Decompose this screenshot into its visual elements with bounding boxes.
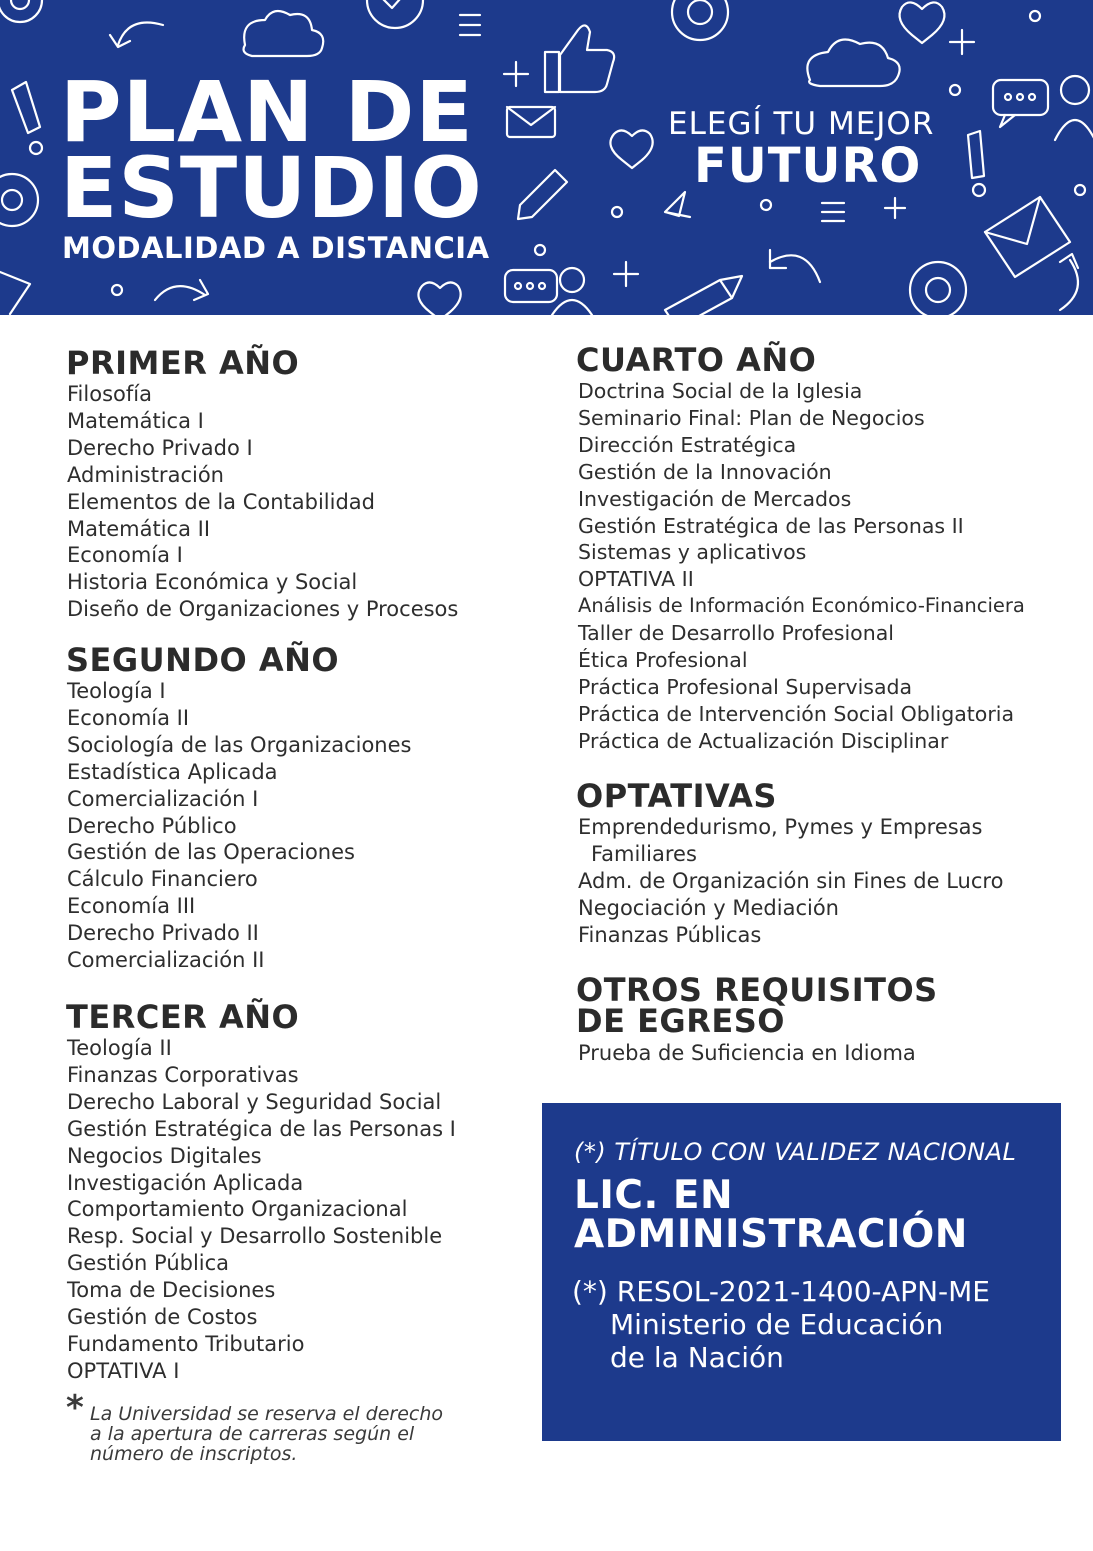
heart-icon: [610, 130, 652, 168]
subject-list: [67, 678, 411, 974]
envelope-icon: [0, 272, 30, 314]
subject-item: Gestión Estratégica de las Personas II: [578, 513, 964, 538]
header-banner: [0, 0, 1093, 315]
subject-item: Derecho Laboral y Seguridad Social: [67, 1089, 442, 1114]
subject-item: Comercialización II: [67, 948, 265, 973]
circle-icon: [112, 285, 122, 295]
subject-item: Gestión de Costos: [67, 1305, 258, 1330]
user-icon: [1055, 76, 1093, 140]
subject-item: Investigación de Mercados: [578, 486, 852, 511]
subject-item: Filosofía: [67, 382, 152, 406]
subject-item: Sociología de las Organizaciones: [67, 732, 412, 757]
subject-item: Historia Económica y Social: [67, 570, 358, 595]
page-subtitle: MODALIDAD A DISTANCIA: [62, 231, 490, 265]
pencil-icon: [665, 276, 742, 315]
section-primer-ano: [66, 346, 458, 623]
validez-label: (*) TÍTULO CON VALIDEZ NACIONAL: [574, 1138, 1017, 1166]
subject-item: OPTATIVA I: [67, 1358, 180, 1383]
plus-icon: [614, 262, 638, 286]
subject-item: Sistemas y aplicativos: [578, 540, 807, 565]
circle-icon: [1075, 185, 1085, 195]
lines-icon: [822, 203, 844, 221]
arrow-icon: [770, 250, 820, 282]
footnote-text: La Universidad se reserva el derecho a la apertura de carreras según el número de inscriptos.: [90, 1403, 444, 1465]
subject-item: Economía I: [67, 543, 183, 568]
subject-item: Finanzas Corporativas: [67, 1062, 299, 1087]
subject-item: Gestión de la Innovación: [578, 459, 832, 484]
subject-item: Matemática II: [67, 516, 211, 541]
thumbs-up-icon: [545, 25, 614, 92]
section-title-line2: DE EGRESO: [576, 1002, 785, 1040]
slogan-line2: FUTURO: [694, 138, 922, 194]
chat-bubble-icon: [993, 80, 1048, 127]
subject-item: Investigación Aplicada: [67, 1170, 304, 1195]
section-otros-requisitos: [576, 971, 938, 1067]
footnote: [66, 1388, 506, 1465]
section-title: PRIMER AÑO: [66, 344, 300, 382]
circle-check-icon: [367, 0, 423, 28]
subject-item: Elementos de la Contabilidad: [67, 489, 375, 514]
subject-item: Estadística Aplicada: [67, 759, 278, 784]
subject-item: Gestión Pública: [67, 1251, 230, 1276]
subject-item: Negocios Digitales: [67, 1143, 262, 1168]
page-title-line1: PLAN DE: [60, 63, 474, 161]
subject-list: [578, 378, 1025, 755]
page-title-line2: ESTUDIO: [60, 139, 483, 237]
arrow-icon: [155, 280, 208, 300]
plus-icon: [504, 62, 528, 86]
subject-item: Derecho Privado I: [67, 435, 253, 460]
arrow-icon: [1060, 254, 1078, 310]
subject-item: Derecho Público: [67, 813, 237, 838]
gear-icon: [672, 0, 728, 40]
subject-item: Práctica de Actualización Disciplinar: [578, 728, 949, 753]
subject-item: Dirección Estratégica: [578, 432, 797, 457]
cloud-icon: [807, 40, 899, 87]
subject-item: Cálculo Financiero: [67, 867, 258, 892]
subject-item: Análisis de Información Económico-Financiera: [578, 594, 1025, 618]
subject-item: Doctrina Social de la Iglesia: [578, 379, 863, 403]
subject-item: Ética Profesional: [578, 648, 748, 673]
gear-icon: [910, 262, 966, 315]
circle-icon: [535, 245, 545, 255]
resolution-info: [572, 1275, 990, 1374]
degree-title-line1: LIC. EN: [574, 1173, 734, 1218]
degree-title-line2: ADMINISTRACIÓN: [574, 1212, 968, 1257]
subject-item: Comercialización I: [67, 786, 259, 811]
pencil-icon: [518, 170, 567, 219]
section-title-line1: OTROS REQUISITOS: [576, 971, 938, 1009]
subject-item: Economía II: [67, 705, 190, 730]
slogan-line1: ELEGÍ TU MEJOR: [668, 106, 935, 142]
subject-item: Administración: [67, 462, 224, 487]
section-cuarto-ano: [576, 343, 1025, 755]
plus-icon: [885, 198, 905, 218]
subject-list: [67, 381, 458, 623]
resolution-number: (*) RESOL-2021-1400-APN-ME: [572, 1275, 990, 1308]
subject-item: Familiares: [591, 842, 697, 866]
circle-icon: [612, 207, 622, 217]
exclamation-icon: [12, 82, 42, 154]
degree-title: [574, 1173, 968, 1257]
subject-item: Emprendedurismo, Pymes y Empresas: [578, 815, 983, 839]
resolution-nation: de la Nación: [610, 1341, 784, 1374]
envelope-icon: [985, 197, 1070, 277]
arrow-icon: [110, 23, 163, 48]
asterisk-icon: *: [66, 1388, 84, 1428]
section-title: CUARTO AÑO: [576, 341, 817, 379]
subject-item: Teología I: [67, 679, 166, 703]
gear-icon: [0, 0, 42, 22]
subject-item: Seminario Final: Plan de Negocios: [578, 405, 925, 430]
section-title: TERCER AÑO: [66, 998, 300, 1036]
section-title: SEGUNDO AÑO: [66, 641, 340, 679]
subject-item: Comportamiento Organizacional: [67, 1197, 408, 1222]
section-optativas: [576, 779, 1003, 949]
heart-icon: [900, 2, 945, 43]
subject-item: Toma de Decisiones: [67, 1278, 276, 1303]
section-tercer-ano: [66, 1000, 456, 1385]
cloud-icon: [244, 11, 324, 56]
arrow-icon: [665, 192, 690, 217]
section-title: OPTATIVAS: [576, 777, 777, 815]
circle-icon: [950, 85, 960, 95]
subject-item: Gestión de las Operaciones: [67, 840, 355, 865]
resolution-ministry: Ministerio de Educación: [610, 1308, 944, 1341]
subject-item: Práctica Profesional Supervisada: [578, 674, 913, 699]
lines-icon: [460, 15, 480, 35]
subject-item: Teología II: [67, 1036, 172, 1060]
subject-item: Finanzas Públicas: [578, 923, 762, 947]
subject-item: Práctica de Intervención Social Obligatoria: [578, 701, 1015, 726]
subject-item: Gestión Estratégica de las Personas I: [67, 1116, 456, 1141]
subject-item: Prueba de Suficiencia en Idioma: [578, 1041, 916, 1065]
degree-title-box: [542, 1103, 1061, 1441]
circle-icon: [761, 200, 771, 210]
exclamation-icon: [968, 131, 985, 196]
subject-item: Derecho Privado II: [67, 921, 259, 946]
subject-item: Adm. de Organización sin Fines de Lucro: [578, 869, 1004, 893]
envelope-icon: [507, 107, 555, 137]
subject-item: Negociación y Mediación: [578, 896, 839, 920]
subject-list: [578, 1040, 938, 1067]
subject-item: Diseño de Organizaciones y Procesos: [67, 597, 459, 622]
section-segundo-ano: [66, 643, 411, 974]
subject-list: [578, 814, 1003, 949]
chat-bubble-icon: [505, 270, 557, 302]
plus-icon: [950, 30, 974, 54]
subject-item: Fundamento Tributario: [67, 1331, 305, 1356]
subject-list: [67, 1035, 456, 1385]
gear-icon: [0, 174, 38, 226]
subject-item: Taller de Desarrollo Profesional: [578, 621, 894, 646]
circle-icon: [1030, 11, 1040, 21]
subject-item: Economía III: [67, 894, 196, 919]
subject-item: Resp. Social y Desarrollo Sostenible: [67, 1224, 443, 1249]
subject-item: OPTATIVA II: [578, 567, 694, 592]
subject-item: Matemática I: [67, 408, 204, 433]
heart-icon: [418, 282, 460, 315]
